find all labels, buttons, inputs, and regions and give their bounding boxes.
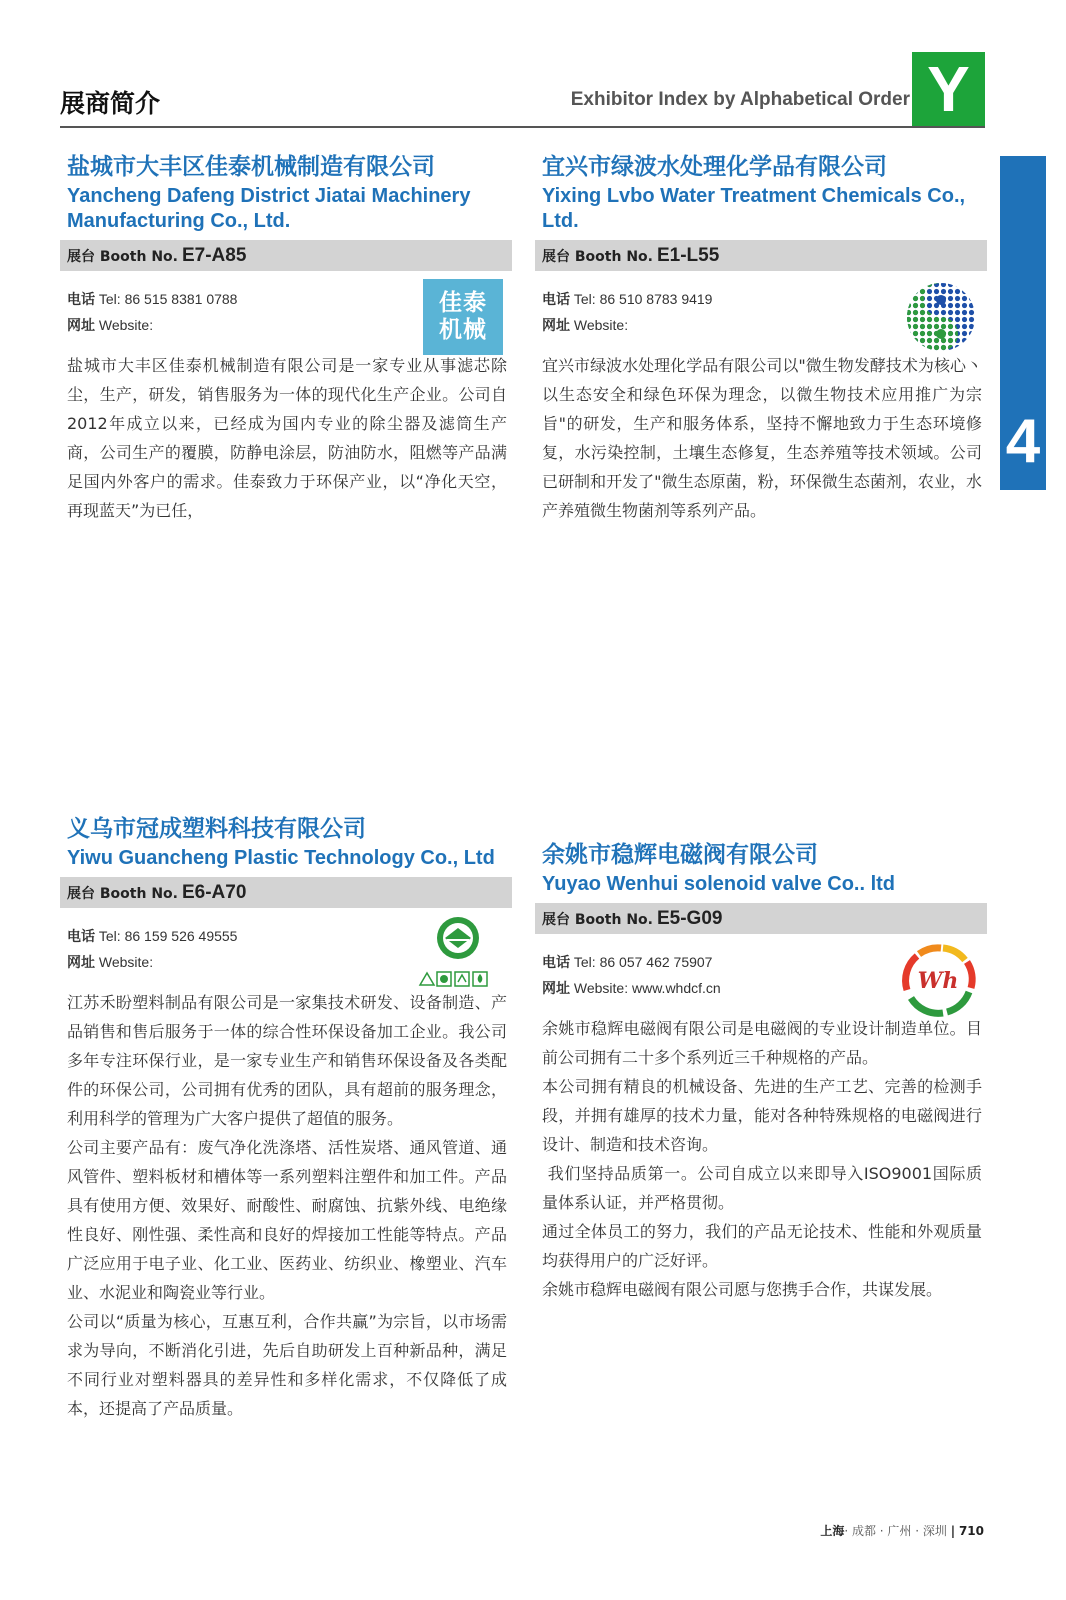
web-label-cn: 网址 xyxy=(67,955,95,971)
website-value[interactable]: www.whdcf.cn xyxy=(632,980,721,996)
section-side-tab: 4 xyxy=(1000,156,1046,490)
contact-block xyxy=(60,918,512,988)
exhibitor-entry xyxy=(60,814,512,1423)
page-footer: 上海· 成都 · 广州 · 深圳 | 710 xyxy=(820,1524,984,1538)
web-label-en: Website: xyxy=(573,980,629,996)
exhibitor-entry xyxy=(535,840,987,1304)
description-paragraph: 宜兴市绿波水处理化学品有限公司以"微生物发酵技术为核心丶以生态安全和绿色环保为理念，以微生物技术应用推广为宗旨"的研发，生产和服务体系，坚持不懈地致力于生态环境修复，水污染控制，土壤生态修复，生态养殖等技术领域。公司已研制和开发了"微生态原菌，粉，环保微生态菌剂，农业，水产养殖微生物菌剂等系列产品。 xyxy=(542,356,982,520)
page-number: 710 xyxy=(958,1524,984,1538)
company-name-en: Yixing Lvbo Water Treatment Chemicals Co., Ltd. xyxy=(542,185,966,232)
tel-label-cn: 电话 xyxy=(542,292,570,308)
booth-bar xyxy=(60,877,512,908)
tel-row xyxy=(67,926,237,946)
exhibitor-entry xyxy=(535,152,987,525)
website-row xyxy=(67,952,153,972)
tel-value: 86 515 8381 0788 xyxy=(124,291,238,307)
tel-label-en: Tel: xyxy=(98,928,121,944)
tel-label-cn: 电话 xyxy=(542,955,570,971)
certification-logo xyxy=(415,916,505,990)
tel-label-en: Tel: xyxy=(573,954,596,970)
company-name-cn: 义乌市冠成塑料科技有限公司 xyxy=(67,816,366,842)
company-logo xyxy=(423,279,503,355)
tel-value: 86 159 526 49555 xyxy=(124,928,238,944)
description-paragraph: 本公司拥有精良的机械设备、先进的生产工艺、完善的检测手段，并拥有雄厚的技术力量，能对各种特殊规格的电磁阀进行设计、制造和技术咨询。 xyxy=(542,1077,982,1154)
tel-label-en: Tel: xyxy=(573,291,596,307)
company-description xyxy=(542,351,982,525)
booth-label: 展台 Booth No. xyxy=(67,886,178,902)
booth-bar xyxy=(535,240,987,271)
tel-label-cn: 电话 xyxy=(67,929,95,945)
contact-block xyxy=(60,281,512,351)
web-label-en: Website: xyxy=(98,954,154,970)
description-paragraph: 余姚市稳辉电磁阀有限公司是电磁阀的专业设计制造单位。目前公司拥有二十多个系列近三千种规格的产品。 xyxy=(542,1019,982,1067)
web-label-cn: 网址 xyxy=(67,318,95,334)
description-paragraph: 盐城市大丰区佳泰机械制造有限公司是一家专业从事滤芯除尘，生产，研发，销售服务为一体的现代化生产企业。公司自2012年成立以来，已经成为国内专业的除尘器及滤筒生产商，公司生产的覆膜，防静电涂层，防油防水，阻燃等产品满足国内外客户的需求。佳泰致力于环保产业，以“净化天空，再现蓝天”为已任， xyxy=(67,356,507,520)
company-name-cn: 盐城市大丰区佳泰机械制造有限公司 xyxy=(67,154,435,180)
yin-yang-dots-logo xyxy=(905,281,977,353)
description-paragraph: 江苏禾盼塑料制品有限公司是一家集技术研发、设备制造、产品销售和售后服务于一体的综合性环保设备加工企业。我公司多年专注环保行业，是一家专业生产和销售环保设备及各类配件的环保公司，公司拥有优秀的团队，具有超前的服务理念，利用科学的管理为广大客户提供了超值的服务。 xyxy=(67,993,507,1128)
tel-row xyxy=(542,952,712,972)
company-description xyxy=(67,988,507,1423)
exhibitor-entry xyxy=(60,152,512,525)
booth-label: 展台 Booth No. xyxy=(542,912,653,928)
website-row xyxy=(542,978,721,998)
web-label-cn: 网址 xyxy=(542,318,570,334)
tel-label-en: Tel: xyxy=(98,291,121,307)
description-paragraph: 公司主要产品有：废气净化洗涤塔、活性炭塔、通风管道、通风管件、塑料板材和槽体等一系列塑料注塑件和加工件。产品具有使用方便、效果好、耐酸性、耐腐蚀、抗紫外线、电绝缘性良好、刚性强、柔性高和良好的焊接加工性能等特点。产品广泛应用于电子业、化工业、医药业、纺织业、橡塑业、汽车业、水泥业和陶瓷业等行业。 xyxy=(67,1138,507,1302)
company-logo xyxy=(897,940,979,1018)
contact-block xyxy=(535,944,987,1014)
tel-row xyxy=(67,289,237,309)
description-paragraph: 余姚市稳辉电磁阀有限公司愿与您携手合作，共谋发展。 xyxy=(542,1280,943,1299)
page-title: 展商简介 xyxy=(60,89,161,118)
contact-block xyxy=(535,281,987,351)
company-name-cn: 余姚市稳辉电磁阀有限公司 xyxy=(542,842,818,868)
booth-number: E7-A85 xyxy=(181,245,247,266)
company-description xyxy=(542,1014,982,1304)
booth-number: E1-L55 xyxy=(656,245,720,266)
description-paragraph: 通过全体员工的努力，我们的产品无论技术、性能和外观质量均获得用户的广泛好评。 xyxy=(542,1222,982,1270)
alphabet-letter-tab: Y xyxy=(912,52,985,127)
logo-text: 佳泰机械 xyxy=(439,290,487,343)
company-name-cn: 宜兴市绿波水处理化学品有限公司 xyxy=(542,154,887,180)
tel-label-cn: 电话 xyxy=(67,292,95,308)
tel-row xyxy=(542,289,712,309)
booth-label: 展台 Booth No. xyxy=(542,249,653,265)
tel-value: 86 510 8783 9419 xyxy=(599,291,713,307)
header-divider xyxy=(60,126,985,128)
booth-number: E6-A70 xyxy=(181,882,247,903)
company-description xyxy=(67,351,507,525)
footer-city-main: 上海 xyxy=(820,1524,845,1538)
tel-value: 86 057 462 75907 xyxy=(599,954,713,970)
footer-cities: · 成都 · 广州 · 深圳 xyxy=(844,1524,947,1538)
company-name-en: Yiwu Guancheng Plastic Technology Co., Ltd xyxy=(67,847,495,869)
website-row xyxy=(542,315,628,335)
web-label-en: Website: xyxy=(98,317,154,333)
company-name-en: Yuyao Wenhui solenoid valve Co.. ltd xyxy=(542,873,896,895)
website-row xyxy=(67,315,153,335)
logo-text: Wh xyxy=(917,968,959,994)
booth-label: 展台 Booth No. xyxy=(67,249,178,265)
page-subtitle: Exhibitor Index by Alphabetical Order xyxy=(570,89,910,110)
description-paragraph: 公司以“质量为核心，互惠互利，合作共赢”为宗旨，以市场需求为导向，不断消化引进，先后自助研发上百种新品种，满足不同行业对塑料器具的差异性和多样化需求，不仅降低了成本，还提高了产品质量。 xyxy=(67,1312,507,1418)
description-paragraph: 我们坚持品质第一。公司自成立以来即导入ISO9001国际质量体系认证，并严格贯彻。 xyxy=(542,1164,982,1212)
web-label-en: Website: xyxy=(573,317,629,333)
booth-number: E5-G09 xyxy=(656,908,723,929)
booth-bar xyxy=(535,903,987,934)
web-label-cn: 网址 xyxy=(542,981,570,997)
booth-bar xyxy=(60,240,512,271)
company-name-en: Yancheng Dafeng District Jiatai Machinery Manufacturing Co., Ltd. xyxy=(67,185,471,232)
